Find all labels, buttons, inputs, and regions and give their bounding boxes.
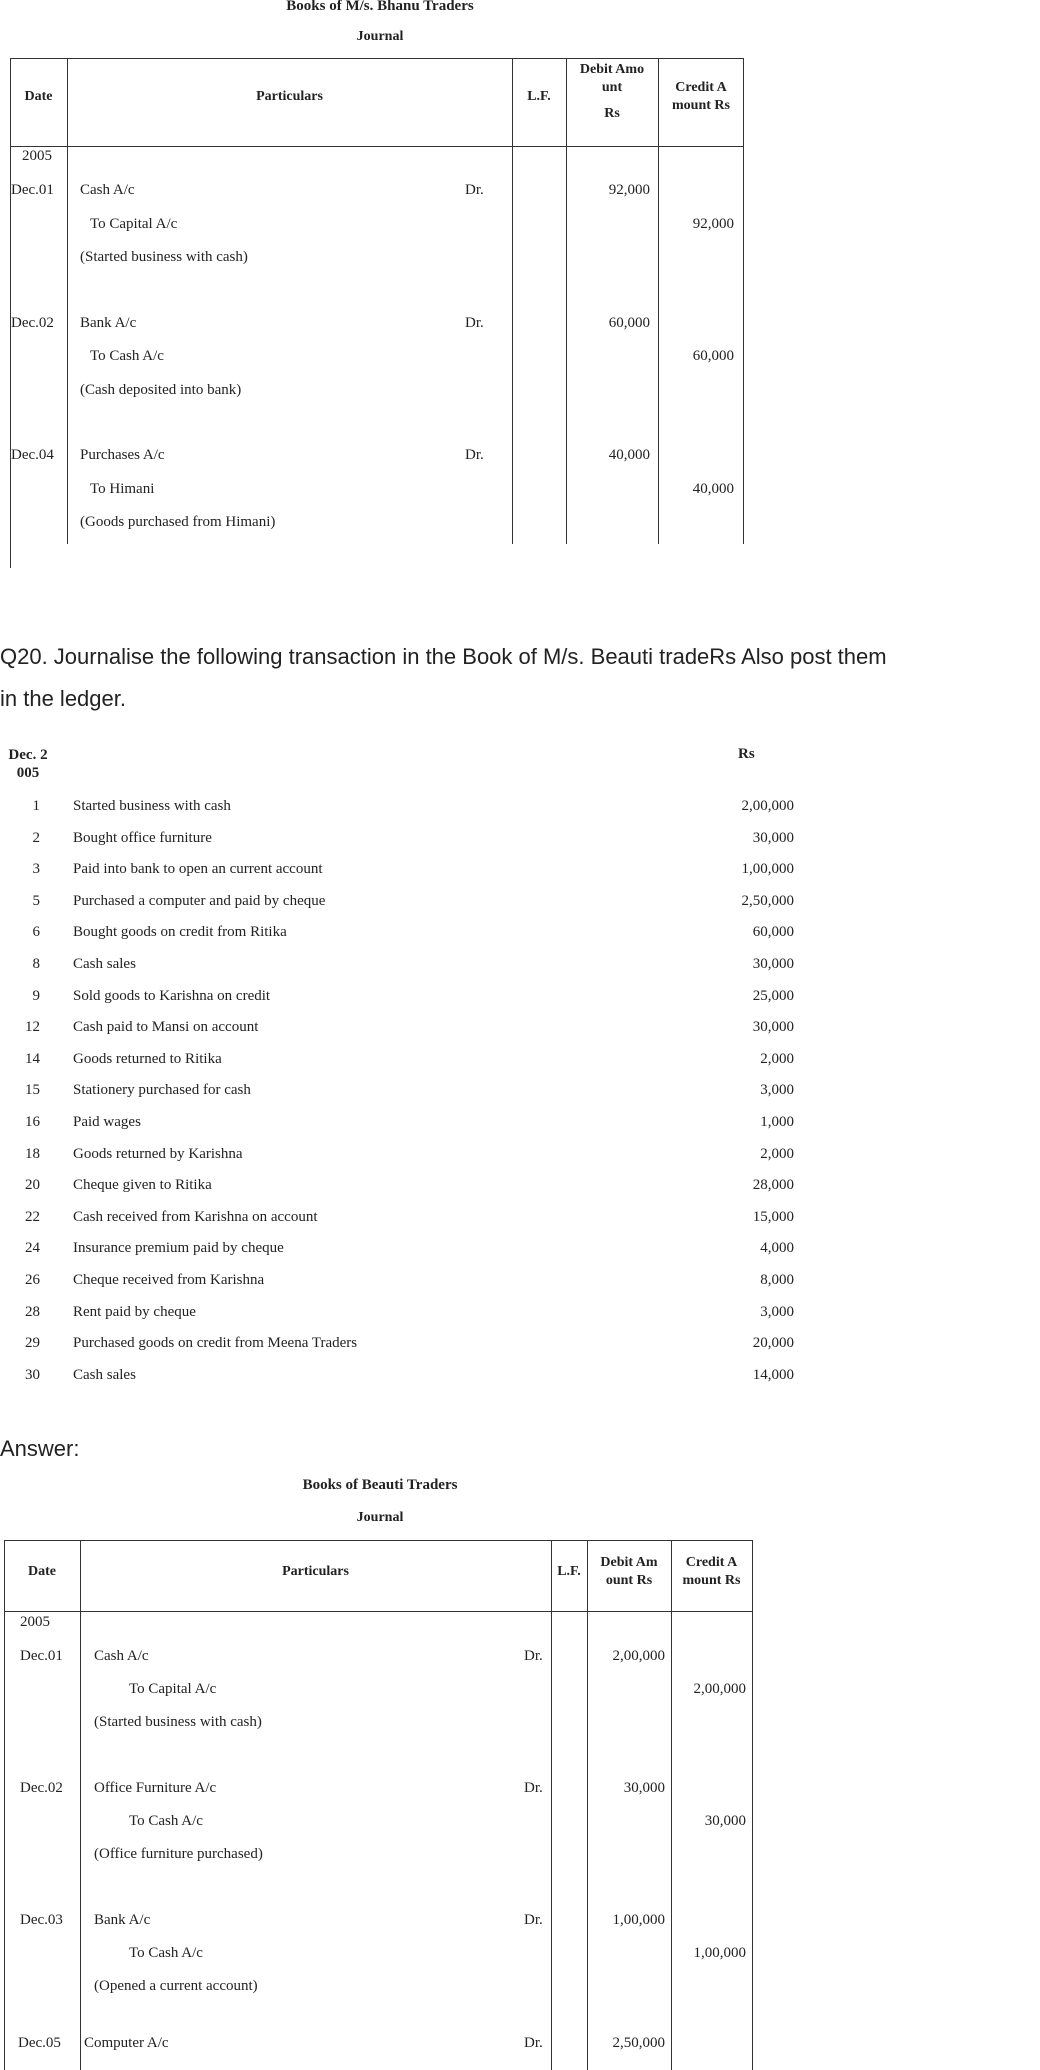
transaction-amount: 60,000 — [752, 924, 794, 940]
transaction-description: Paid into bank to open an current account — [73, 861, 323, 877]
j2-right-border — [752, 1540, 753, 2070]
j2-entry-debit-account: Office Furniture A/c — [94, 1780, 217, 1796]
j2-entry-debit-account: Cash A/c — [94, 1648, 149, 1664]
j1-entry-narration: (Started business with cash) — [80, 249, 248, 265]
transactions-date-header-l2: 005 — [16, 765, 40, 781]
transaction-day: 6 — [32, 924, 40, 940]
transaction-description: Cheque received from Karishna — [73, 1272, 265, 1288]
question-line-2: in the ledger. — [0, 686, 126, 711]
transaction-amount: 4,000 — [760, 1240, 794, 1256]
j1-col-sep — [658, 58, 659, 544]
transaction-day: 8 — [32, 956, 40, 972]
j2-entry-dr: Dr. — [524, 1648, 543, 1664]
transaction-day: 20 — [25, 1177, 40, 1193]
question-text — [0, 636, 1040, 720]
j2-header-debit — [587, 1554, 671, 1590]
j1-header-lf: L.F. — [527, 89, 551, 104]
j1-entry-credit-amount: 40,000 — [692, 481, 734, 497]
journal-1-title: Books of M/s. Bhanu Traders — [286, 0, 474, 14]
j2-entry-credit-amount: 1,00,000 — [693, 1945, 746, 1961]
transaction-day: 24 — [25, 1240, 40, 1256]
j2-entry-date: Dec.05 — [18, 2035, 61, 2051]
transaction-amount: 3,000 — [760, 1304, 794, 1320]
j1-entry-narration: (Goods purchased from Himani) — [80, 514, 276, 530]
j1-entry-date: Dec.02 — [11, 315, 54, 331]
j1-right-border — [743, 58, 744, 544]
transaction-description: Cash sales — [73, 1367, 136, 1383]
j2-header-debit-l2: ount Rs — [605, 1573, 653, 1588]
transaction-amount: 1,000 — [760, 1114, 794, 1130]
transaction-day: 28 — [25, 1304, 40, 1320]
j1-entry-debit-amount: 60,000 — [608, 315, 650, 331]
transaction-description: Bought goods on credit from Ritika — [73, 924, 287, 940]
j1-header-debit-l1: Debit Amo — [579, 62, 645, 77]
transaction-amount: 30,000 — [752, 1019, 794, 1035]
j1-year: 2005 — [22, 148, 52, 164]
j1-entry-date: Dec.01 — [11, 182, 54, 198]
transaction-description: Cash received from Karishna on account — [73, 1209, 318, 1225]
j2-entry-dr: Dr. — [524, 2035, 543, 2051]
transaction-day: 29 — [25, 1335, 40, 1351]
j2-year: 2005 — [20, 1614, 50, 1630]
j1-header-debit-l3: Rs — [604, 106, 620, 121]
transaction-amount: 25,000 — [752, 988, 794, 1004]
question-line-1: Q20. Journalise the following transaction in the Book of M/s. Beauti tradeRs Also post them — [0, 644, 887, 669]
j1-header-credit — [658, 79, 744, 115]
transaction-description: Rent paid by cheque — [73, 1304, 196, 1320]
j2-col-sep — [551, 1540, 552, 2070]
journal-1-subtitle: Journal — [356, 29, 404, 44]
j1-entry-date: Dec.04 — [11, 447, 54, 463]
transaction-description: Cheque given to Ritika — [73, 1177, 212, 1193]
j2-entry-debit-amount: 2,50,000 — [612, 2035, 665, 2051]
j1-entry-debit-account: Purchases A/c — [80, 447, 165, 463]
journal-2-subtitle: Journal — [356, 1510, 404, 1525]
j1-entry-debit-amount: 92,000 — [608, 182, 650, 198]
j2-header-date: Date — [28, 1564, 56, 1579]
j1-header-particulars: Particulars — [256, 89, 323, 104]
j1-header-debit — [566, 61, 658, 123]
transaction-description: Purchased goods on credit from Meena Traders — [73, 1335, 358, 1351]
j2-entry-credit-account: To Capital A/c — [129, 1681, 217, 1697]
transaction-description: Bought office furniture — [73, 830, 212, 846]
j2-entry-debit-amount: 2,00,000 — [612, 1648, 665, 1664]
transaction-description: Cash sales — [73, 956, 136, 972]
transaction-amount: 15,000 — [752, 1209, 794, 1225]
transactions-date-header — [8, 746, 48, 782]
j2-header-particulars: Particulars — [282, 1564, 349, 1579]
j2-entry-debit-amount: 1,00,000 — [612, 1912, 665, 1928]
j2-entry-credit-account: To Cash A/c — [129, 1813, 203, 1829]
j2-entry-date: Dec.03 — [20, 1912, 63, 1928]
j2-header-border — [4, 1611, 753, 1612]
transaction-day: 14 — [25, 1051, 40, 1067]
transaction-day: 26 — [25, 1272, 40, 1288]
j1-entry-credit-account: To Himani — [90, 481, 155, 497]
transaction-amount: 28,000 — [752, 1177, 794, 1193]
transaction-day: 9 — [32, 988, 40, 1004]
transaction-amount: 1,00,000 — [741, 861, 794, 877]
transaction-description: Goods returned to Ritika — [73, 1051, 222, 1067]
j1-col-sep — [67, 58, 68, 544]
answer-label: Answer: — [0, 1436, 80, 1461]
j2-entry-debit-account: Bank A/c — [94, 1912, 151, 1928]
transaction-description: Stationery purchased for cash — [73, 1082, 251, 1098]
j1-entry-dr: Dr. — [465, 182, 484, 198]
j1-header-border — [10, 146, 744, 147]
transaction-day: 1 — [32, 798, 40, 814]
transaction-description: Started business with cash — [73, 798, 231, 814]
j1-entry-dr: Dr. — [465, 447, 484, 463]
transaction-amount: 2,000 — [760, 1051, 794, 1067]
j1-entry-credit-account: To Cash A/c — [90, 348, 164, 364]
j2-col-sep — [587, 1540, 588, 2070]
j2-entry-narration: (Office furniture purchased) — [94, 1846, 263, 1862]
j1-entry-credit-amount: 92,000 — [692, 216, 734, 232]
j1-header-debit-l2: unt — [601, 80, 623, 95]
j2-entry-debit-amount: 30,000 — [623, 1780, 665, 1796]
j1-header-credit-l1: Credit A — [675, 80, 727, 95]
transaction-day: 30 — [25, 1367, 40, 1383]
transaction-day: 3 — [32, 861, 40, 877]
transaction-amount: 30,000 — [752, 830, 794, 846]
transaction-day: 2 — [32, 830, 40, 846]
j2-header-credit-l2: mount Rs — [682, 1573, 741, 1588]
j2-col-sep — [80, 1540, 81, 2070]
j2-col-sep — [671, 1540, 672, 2070]
transaction-amount: 3,000 — [760, 1082, 794, 1098]
transaction-description: Cash paid to Mansi on account — [73, 1019, 259, 1035]
transaction-day: 15 — [25, 1082, 40, 1098]
transaction-amount: 2,50,000 — [741, 893, 794, 909]
transactions-date-header-l1: Dec. 2 — [8, 747, 48, 763]
j2-entry-credit-account: To Cash A/c — [129, 1945, 203, 1961]
transaction-amount: 8,000 — [760, 1272, 794, 1288]
j2-left-border — [4, 1540, 5, 2070]
transaction-description: Paid wages — [73, 1114, 141, 1130]
transaction-amount: 2,000 — [760, 1146, 794, 1162]
j1-entry-narration: (Cash deposited into bank) — [80, 382, 242, 398]
j1-top-border — [10, 58, 744, 59]
j2-header-debit-l1: Debit Am — [600, 1555, 658, 1570]
j2-entry-credit-amount: 2,00,000 — [693, 1681, 746, 1697]
j1-col-sep — [512, 58, 513, 544]
j2-entry-date: Dec.01 — [20, 1648, 63, 1664]
j1-header-date: Date — [24, 89, 53, 104]
transaction-description: Insurance premium paid by cheque — [73, 1240, 284, 1256]
transaction-amount: 2,00,000 — [741, 798, 794, 814]
j1-entry-debit-amount: 40,000 — [608, 447, 650, 463]
j1-entry-debit-account: Cash A/c — [80, 182, 135, 198]
transaction-day: 22 — [25, 1209, 40, 1225]
transaction-day: 5 — [32, 893, 40, 909]
j2-entry-dr: Dr. — [524, 1780, 543, 1796]
j2-header-credit-l1: Credit A — [685, 1555, 738, 1570]
j1-entry-debit-account: Bank A/c — [80, 315, 137, 331]
j2-entry-narration: (Started business with cash) — [94, 1714, 262, 1730]
j2-entry-date: Dec.02 — [20, 1780, 63, 1796]
j2-header-credit — [671, 1554, 752, 1590]
j2-entry-credit-amount: 30,000 — [704, 1813, 746, 1829]
transaction-amount: 14,000 — [752, 1367, 794, 1383]
j1-col-sep — [566, 58, 567, 544]
transaction-amount: 20,000 — [752, 1335, 794, 1351]
j1-entry-credit-amount: 60,000 — [692, 348, 734, 364]
transaction-day: 18 — [25, 1146, 40, 1162]
j2-entry-debit-account: Computer A/c — [84, 2035, 169, 2051]
transaction-description: Purchased a computer and paid by cheque — [73, 893, 326, 909]
transaction-day: 12 — [25, 1019, 40, 1035]
j1-entry-credit-account: To Capital A/c — [90, 216, 178, 232]
j1-header-credit-l2: mount Rs — [672, 98, 730, 113]
transaction-day: 16 — [25, 1114, 40, 1130]
j2-header-lf: L.F. — [557, 1564, 581, 1579]
j2-top-border — [4, 1540, 753, 1541]
transactions-amount-header: Rs — [738, 746, 755, 762]
j2-entry-narration: (Opened a current account) — [94, 1978, 258, 1994]
j1-entry-dr: Dr. — [465, 315, 484, 331]
j1-left-border — [10, 58, 11, 568]
journal-2-title: Books of Beauti Traders — [302, 1477, 458, 1493]
transaction-description: Goods returned by Karishna — [73, 1146, 243, 1162]
j2-entry-dr: Dr. — [524, 1912, 543, 1928]
transaction-description: Sold goods to Karishna on credit — [73, 988, 271, 1004]
transaction-amount: 30,000 — [752, 956, 794, 972]
